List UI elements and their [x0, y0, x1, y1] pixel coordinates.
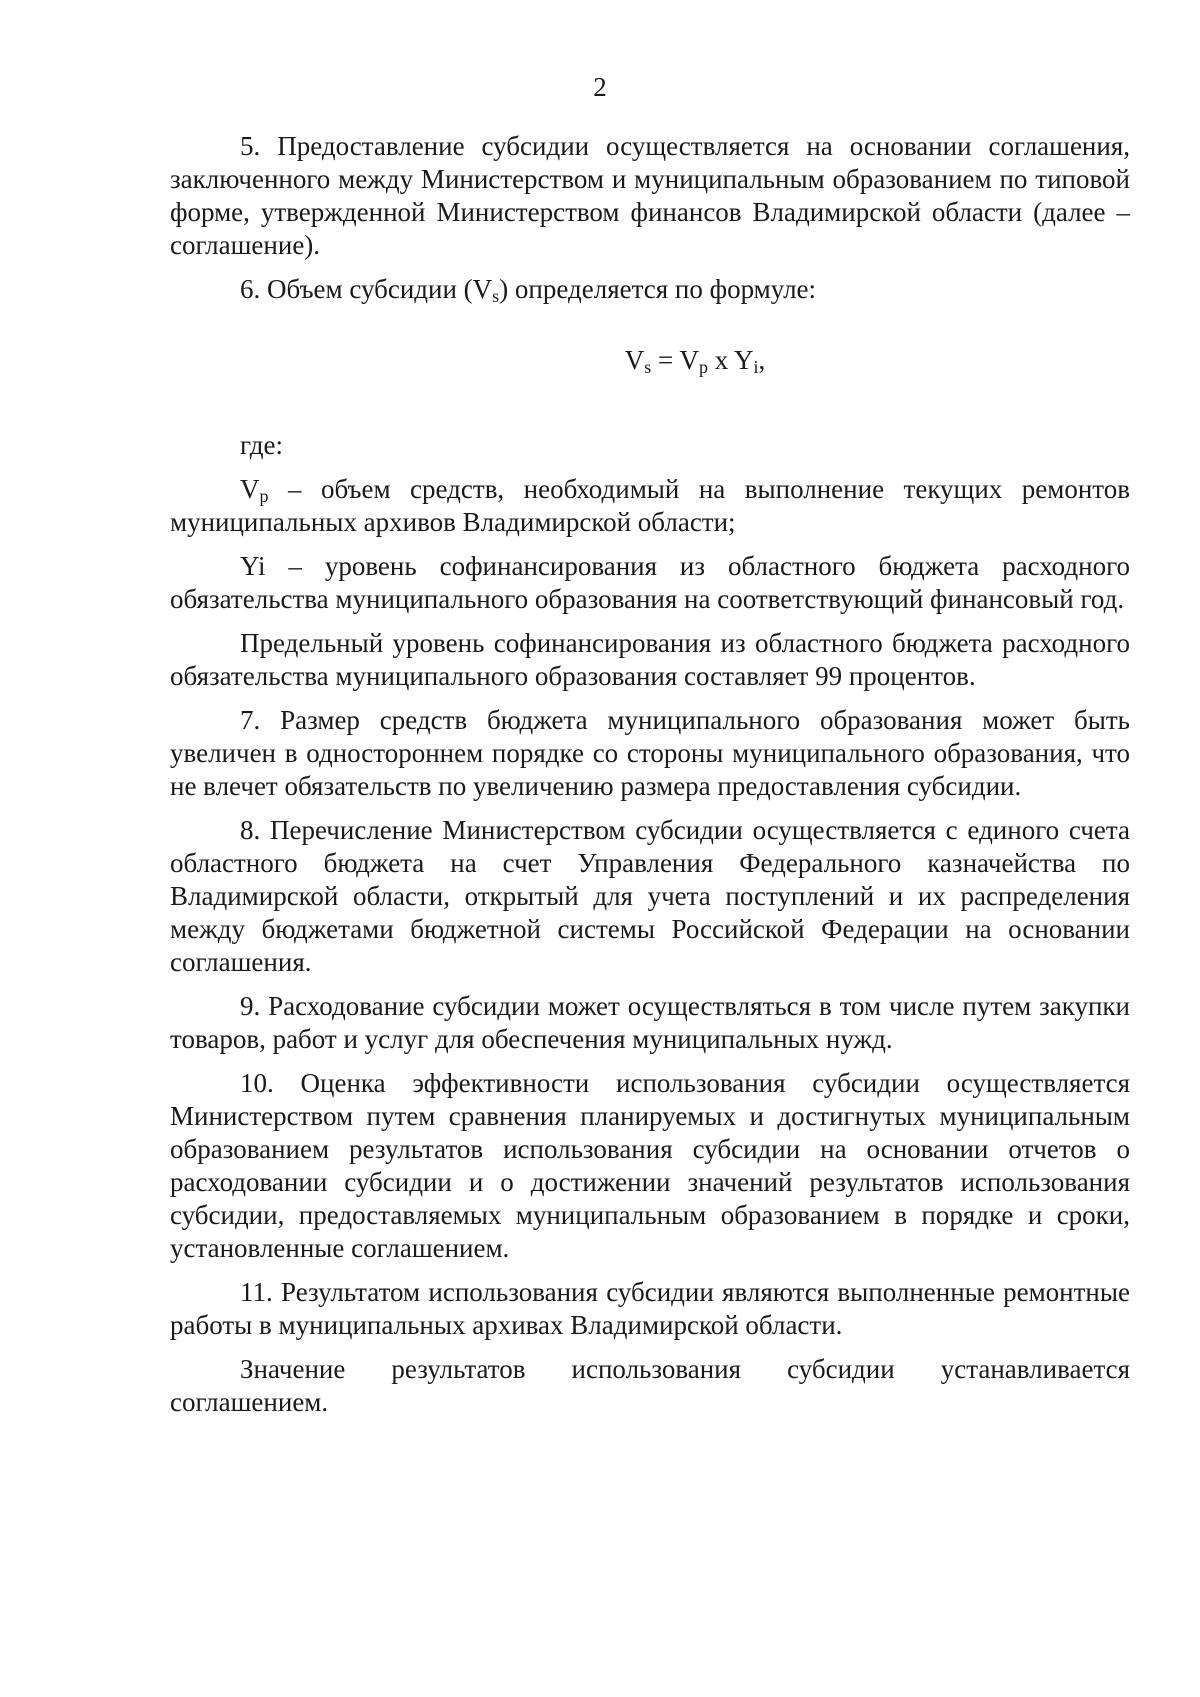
- definition-vp: [170, 473, 1130, 539]
- formula-eq: = V: [651, 345, 699, 375]
- paragraph-6-subscript: s: [492, 286, 500, 306]
- paragraph-11: 11. Результатом использования субсидии являются выполненные ремонтные работы в муниципальных архивах Владимирской области.: [170, 1277, 1130, 1340]
- formula-end: ,: [758, 345, 766, 375]
- formula-sub-p: p: [699, 357, 708, 377]
- definition-yi: Yi – уровень софинансирования из областного бюджета расходного обязательства муниципального образования на соответствующий финансовый год.: [170, 551, 1130, 614]
- formula-sub-s: s: [644, 357, 652, 377]
- where-label: где:: [240, 430, 283, 460]
- paragraph-5: 5. Предоставление субсидии осуществляется на основании соглашения, заключенного между Министерством и муниципальным образованием по типовой форме, утвержденной Министерством финансов Владимирской области (далее – соглашение).: [170, 131, 1130, 260]
- paragraph-7: 7. Размер средств бюджета муниципального образования может быть увеличен в одностороннем порядке со стороны муниципального образования, что не влечет обязательств по увеличению размера предоставления субсидии.: [170, 705, 1130, 801]
- paragraph-10: 10. Оценка эффективности использования субсидии осуществляется Министерством путем сравнения планируемых и достигнутых муниципальным образованием результатов использования субсидии на основании отчетов о расходовании субсидии и о достижении значений результатов использования субсидии, предоставляемых муниципальным образованием в порядке и сроки, установленные соглашением.: [170, 1068, 1130, 1263]
- paragraph-6: [170, 273, 1130, 306]
- paragraph-8: 8. Перечисление Министерством субсидии осуществляется с единого счета областного бюджета на счет Управления Федерального казначейства по Владимирской области, открытый для учета поступлений и их распределения между бюджетами бюджетной системы Российской Федерации на основании соглашения.: [170, 815, 1130, 977]
- formula-sub-i: i: [753, 357, 759, 377]
- formula-v: V: [624, 345, 645, 375]
- document-body: [170, 130, 1130, 1430]
- paragraph-9: 9. Расходование субсидии может осуществляться в том числе путем закупки товаров, работ и услуг для обеспечения муниципальных нужд.: [170, 991, 1130, 1054]
- paragraph-6-text: 6. Объем субсидии (V: [240, 274, 493, 304]
- paragraph-result-value: Значение результатов использования субсидии устанавливается соглашением.: [170, 1354, 1130, 1417]
- definition-vp-text: – объем средств, необходимый на выполнение текущих ремонтов муниципальных архивов Владимирской области;: [170, 474, 1130, 537]
- definition-vp-symbol: V: [240, 474, 260, 504]
- paragraph-6-text-end: ) определяется по формуле:: [499, 274, 817, 304]
- definition-vp-subscript: p: [259, 486, 269, 506]
- formula: [260, 344, 1130, 377]
- formula-x: x Y: [708, 345, 754, 375]
- page-number: 2: [593, 72, 607, 102]
- limit-paragraph: Предельный уровень софинансирования из областного бюджета расходного обязательства муниципального образования составляет 99 процентов.: [170, 628, 1130, 691]
